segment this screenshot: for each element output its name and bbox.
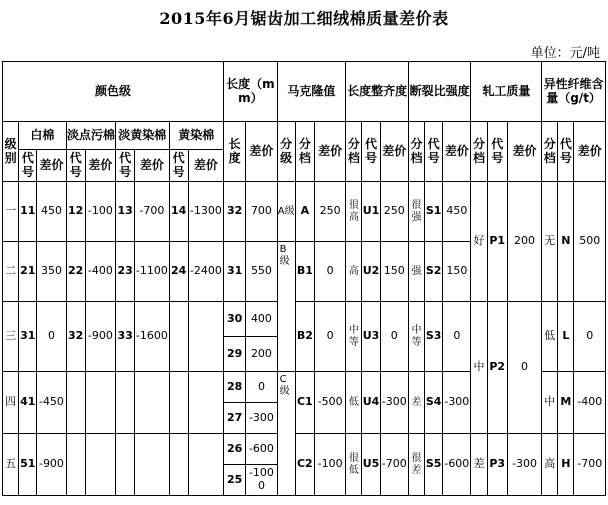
mic-diff-5: -100 bbox=[314, 434, 345, 496]
str-level-5: 很差 bbox=[408, 434, 424, 496]
mic-band-5: C2 bbox=[295, 434, 314, 496]
length-diff-4: 200 bbox=[246, 337, 277, 372]
header-white: 白棉 bbox=[19, 122, 66, 150]
header-strength: 断裂比强度 bbox=[408, 62, 471, 122]
header-uni-band: 分档 bbox=[346, 122, 362, 182]
for-code-3: M bbox=[558, 372, 574, 434]
gin-diff-1: 200 bbox=[507, 182, 541, 302]
uni-code-5: U5 bbox=[362, 434, 380, 496]
length-diff-2: 550 bbox=[246, 242, 277, 302]
lyellow-code-3: 33 bbox=[116, 302, 135, 372]
str-level-3: 中等 bbox=[408, 302, 424, 372]
mic-diff-2: 0 bbox=[314, 242, 345, 302]
gin-diff-3: -300 bbox=[507, 434, 541, 496]
str-diff-1: 450 bbox=[443, 182, 471, 242]
spotted-code-5-empty bbox=[66, 434, 85, 496]
spotted-diff-4-empty bbox=[85, 372, 115, 434]
yellow-diff-2: -2400 bbox=[188, 242, 223, 302]
header-gin-diff: 差价 bbox=[507, 122, 541, 182]
mic-band-2: B1 bbox=[295, 242, 314, 302]
length-diff-5: 0 bbox=[246, 372, 277, 403]
length-7: 26 bbox=[224, 434, 246, 465]
uni-diff-2: 150 bbox=[380, 242, 408, 302]
mic-band-4: C1 bbox=[295, 372, 314, 434]
for-level-2: 低 bbox=[542, 302, 558, 372]
white-diff-4: -450 bbox=[37, 372, 66, 434]
yellow-code-5-empty bbox=[169, 434, 188, 496]
spotted-diff-5-empty bbox=[85, 434, 115, 496]
header-str-diff: 差价 bbox=[443, 122, 471, 182]
for-diff-1: 500 bbox=[574, 182, 606, 302]
length-3: 30 bbox=[224, 302, 246, 337]
uni-diff-5: -700 bbox=[380, 434, 408, 496]
gin-level-2: 中 bbox=[471, 302, 487, 434]
header-uniformity: 长度整齐度 bbox=[346, 62, 409, 122]
length-5: 28 bbox=[224, 372, 246, 403]
grade-4: 四 bbox=[3, 372, 19, 434]
length-1: 32 bbox=[224, 182, 246, 242]
spotted-diff-1: -100 bbox=[85, 182, 115, 242]
header-mic-tier: 分级 bbox=[277, 122, 295, 182]
header-for-code: 代号 bbox=[558, 122, 574, 182]
str-diff-3: 0 bbox=[443, 302, 471, 372]
header-spotted-diff: 差价 bbox=[85, 150, 115, 182]
white-code-3: 31 bbox=[19, 302, 37, 372]
header-gin-code: 代号 bbox=[487, 122, 507, 182]
header-yellow-code: 代号 bbox=[169, 150, 188, 182]
header-foreign-fiber: 异性纤维含量（g/t） bbox=[542, 62, 606, 122]
length-diff-8: -1000 bbox=[246, 465, 277, 496]
uni-diff-4: -300 bbox=[380, 372, 408, 434]
gin-level-3: 差 bbox=[471, 434, 487, 496]
for-code-4: H bbox=[558, 434, 574, 496]
for-diff-2: 0 bbox=[574, 302, 606, 372]
yellow-code-4-empty bbox=[169, 372, 188, 434]
yellow-diff-3-empty bbox=[188, 302, 223, 372]
header-grade: 级别 bbox=[3, 122, 19, 182]
uni-code-1: U1 bbox=[362, 182, 380, 242]
grade-2: 二 bbox=[3, 242, 19, 302]
price-difference-table bbox=[2, 61, 606, 496]
spotted-code-4-empty bbox=[66, 372, 85, 434]
page-title: 2015年6月锯齿加工细绒棉质量差价表 bbox=[159, 9, 449, 28]
mic-diff-4: -500 bbox=[314, 372, 345, 434]
lyellow-code-1: 13 bbox=[116, 182, 135, 242]
header-gin-band: 分档 bbox=[471, 122, 487, 182]
for-level-1: 无 bbox=[542, 182, 558, 302]
header-spotted-code: 代号 bbox=[66, 150, 85, 182]
lyellow-diff-1: -700 bbox=[135, 182, 169, 242]
header-len: 长度 bbox=[224, 122, 246, 182]
str-code-4: S4 bbox=[425, 372, 443, 434]
mic-band-1: A bbox=[295, 182, 314, 242]
length-4: 29 bbox=[224, 337, 246, 372]
header-yellow: 黄染棉 bbox=[169, 122, 224, 150]
lyellow-code-2: 23 bbox=[116, 242, 135, 302]
mic-tier-c: C级 bbox=[277, 372, 295, 496]
spotted-code-2: 22 bbox=[66, 242, 85, 302]
header-ginning: 轧工质量 bbox=[471, 62, 542, 122]
length-8: 25 bbox=[224, 465, 246, 496]
header-white-code: 代号 bbox=[19, 150, 37, 182]
white-code-5: 51 bbox=[19, 434, 37, 496]
header-yellow-diff: 差价 bbox=[188, 150, 223, 182]
uni-code-3: U3 bbox=[362, 302, 380, 372]
header-for-band: 分档 bbox=[542, 122, 558, 182]
str-level-1: 很强 bbox=[408, 182, 424, 242]
gin-code-1: P1 bbox=[487, 182, 507, 302]
gin-code-2: P2 bbox=[487, 302, 507, 434]
gin-diff-2: 0 bbox=[507, 302, 541, 434]
header-for-diff: 差价 bbox=[574, 122, 606, 182]
length-6: 27 bbox=[224, 403, 246, 434]
gin-code-3: P3 bbox=[487, 434, 507, 496]
str-level-2: 强 bbox=[408, 242, 424, 302]
for-diff-4: -700 bbox=[574, 434, 606, 496]
str-level-4: 差 bbox=[408, 372, 424, 434]
for-level-3: 中 bbox=[542, 372, 558, 434]
grade-5: 五 bbox=[3, 434, 19, 496]
header-str-band: 分档 bbox=[408, 122, 424, 182]
length-diff-7: -600 bbox=[246, 434, 277, 465]
white-diff-5: -900 bbox=[37, 434, 66, 496]
lyellow-diff-3: -1600 bbox=[135, 302, 169, 372]
yellow-code-3-empty bbox=[169, 302, 188, 372]
spotted-code-1: 12 bbox=[66, 182, 85, 242]
mic-tier-b: B级 bbox=[277, 242, 295, 372]
header-len-diff: 差价 bbox=[246, 122, 277, 182]
mic-diff-1: 250 bbox=[314, 182, 345, 242]
mic-diff-3: 0 bbox=[314, 302, 345, 372]
uni-level-4: 低 bbox=[346, 372, 362, 434]
header-light-spotted: 淡点污棉 bbox=[66, 122, 115, 150]
grade-3: 三 bbox=[3, 302, 19, 372]
str-code-3: S3 bbox=[425, 302, 443, 372]
lyellow-diff-2: -1100 bbox=[135, 242, 169, 302]
uni-diff-1: 250 bbox=[380, 182, 408, 242]
uni-level-5: 很低 bbox=[346, 434, 362, 496]
uni-level-3: 中等 bbox=[346, 302, 362, 372]
header-micronaire: 马克隆值 bbox=[277, 62, 346, 122]
gin-level-1: 好 bbox=[471, 182, 487, 302]
yellow-diff-5-empty bbox=[188, 434, 223, 496]
mic-band-3: B2 bbox=[295, 302, 314, 372]
for-diff-3: -400 bbox=[574, 372, 606, 434]
header-mic-band: 分档 bbox=[295, 122, 314, 182]
str-code-1: S1 bbox=[425, 182, 443, 242]
yellow-code-1: 14 bbox=[169, 182, 188, 242]
header-white-diff: 差价 bbox=[37, 150, 66, 182]
uni-level-2: 高 bbox=[346, 242, 362, 302]
for-code-2: L bbox=[558, 302, 574, 372]
header-lyellow-diff: 差价 bbox=[135, 150, 169, 182]
str-code-5: S5 bbox=[425, 434, 443, 496]
white-code-1: 11 bbox=[19, 182, 37, 242]
uni-code-2: U2 bbox=[362, 242, 380, 302]
header-lyellow-code: 代号 bbox=[116, 150, 135, 182]
lyellow-diff-5-empty bbox=[135, 434, 169, 496]
header-light-yellow: 淡黄染棉 bbox=[116, 122, 170, 150]
header-str-code: 代号 bbox=[425, 122, 443, 182]
header-length: 长度（mm） bbox=[224, 62, 278, 122]
length-2: 31 bbox=[224, 242, 246, 302]
header-uni-code: 代号 bbox=[362, 122, 380, 182]
white-diff-1: 450 bbox=[37, 182, 66, 242]
yellow-diff-4-empty bbox=[188, 372, 223, 434]
white-diff-3: 0 bbox=[37, 302, 66, 372]
unit-label: 单位：元/吨 bbox=[530, 46, 600, 61]
header-mic-diff: 差价 bbox=[314, 122, 345, 182]
spotted-diff-2: -400 bbox=[85, 242, 115, 302]
str-diff-4: -300 bbox=[443, 372, 471, 434]
lyellow-code-4-empty bbox=[116, 372, 135, 434]
for-code-1: N bbox=[558, 182, 574, 302]
uni-level-1: 很高 bbox=[346, 182, 362, 242]
length-diff-6: -300 bbox=[246, 403, 277, 434]
yellow-code-2: 24 bbox=[169, 242, 188, 302]
str-code-2: S2 bbox=[425, 242, 443, 302]
length-diff-1: 700 bbox=[246, 182, 277, 242]
str-diff-2: 150 bbox=[443, 242, 471, 302]
yellow-diff-1: -1300 bbox=[188, 182, 223, 242]
lyellow-diff-4-empty bbox=[135, 372, 169, 434]
white-code-4: 41 bbox=[19, 372, 37, 434]
mic-tier-a: A级 bbox=[277, 182, 295, 242]
white-code-2: 21 bbox=[19, 242, 37, 302]
uni-code-4: U4 bbox=[362, 372, 380, 434]
str-diff-5: -600 bbox=[443, 434, 471, 496]
uni-diff-3: 0 bbox=[380, 302, 408, 372]
for-level-4: 高 bbox=[542, 434, 558, 496]
header-uni-diff: 差价 bbox=[380, 122, 408, 182]
white-diff-2: 350 bbox=[37, 242, 66, 302]
length-diff-3: 400 bbox=[246, 302, 277, 337]
lyellow-code-5-empty bbox=[116, 434, 135, 496]
grade-1: 一 bbox=[3, 182, 19, 242]
header-color-grade: 颜色级 bbox=[3, 62, 224, 122]
spotted-diff-3: -900 bbox=[85, 302, 115, 372]
spotted-code-3: 32 bbox=[66, 302, 85, 372]
